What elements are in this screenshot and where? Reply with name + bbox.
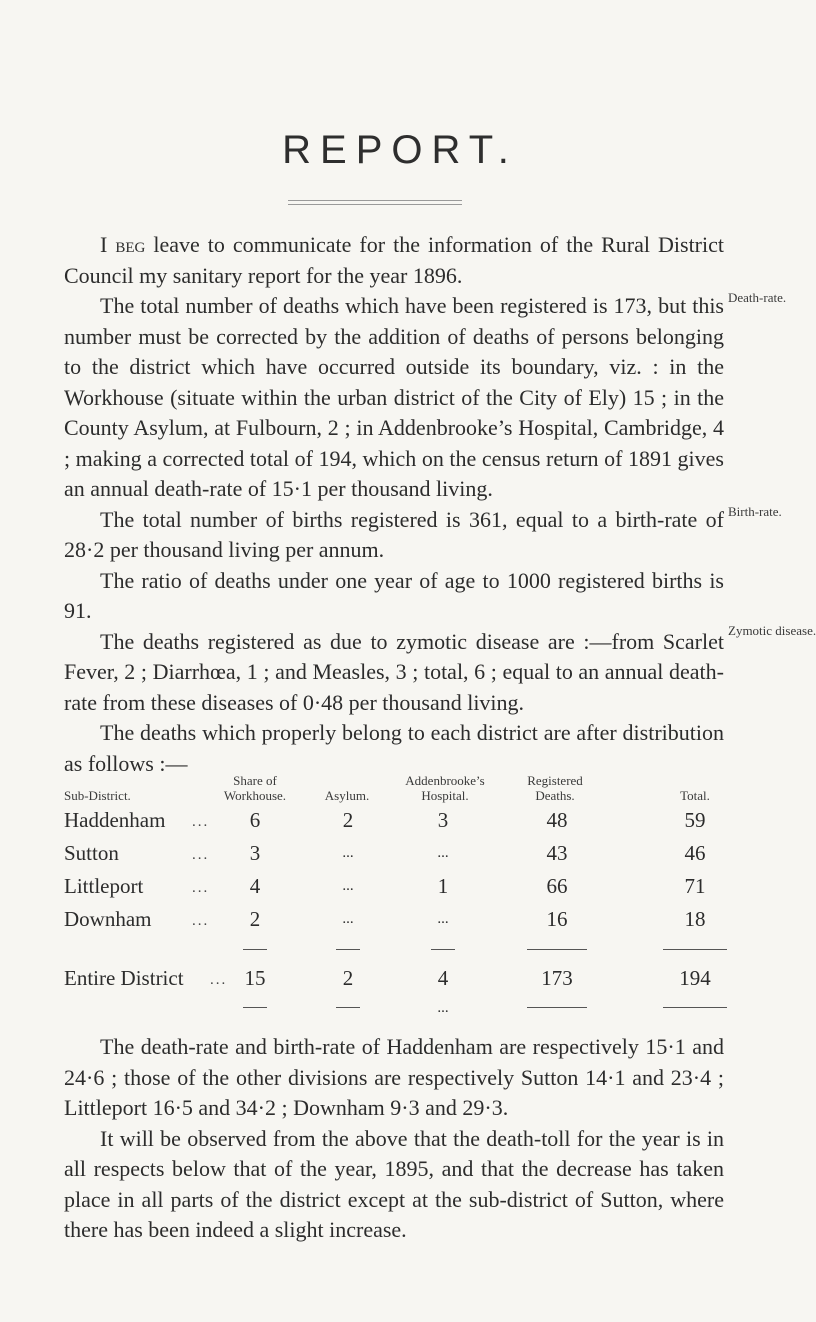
cell-grand-total: 194 (679, 966, 711, 990)
cell-workhouse: 6 (249, 808, 261, 832)
report-body-continued (64, 1032, 724, 1246)
header-total: Total. (680, 788, 710, 803)
total-rule (336, 1007, 360, 1008)
opening-words: I beg (100, 232, 146, 257)
margin-note-birth-rate: Birth-rate. (728, 504, 782, 519)
row-label-entire-district: Entire District (64, 966, 184, 990)
cell-hospital: ... (437, 911, 449, 927)
cell-total: 46 (684, 841, 706, 865)
paragraph-birth-rate: The total number of births registered is 361, equal to a birth-rate of 28·2 per thousand living per annum. (64, 506, 724, 562)
page-title: REPORT. (282, 128, 518, 172)
header-hospital: Addenbrooke’s Hospital. (405, 773, 485, 803)
row-label-downham: Downham (64, 907, 152, 931)
paragraph-zymotic: The deaths registered as due to zymotic disease are :—from Scarlet Fever, 2 ; Diarrhœa, 1 ; and Measles, 3 ; total, 6 ; equal to an annual death-rate from these diseases of 0·48 per thousand living. (64, 628, 724, 715)
margin-note-zymotic: Zymotic disease. (728, 623, 816, 638)
total-rule (527, 1007, 587, 1008)
paragraph-death-rate: The total number of deaths which have been registered is 173, but this number must be corrected by the addition of deaths of persons belonging to the district which have occurred outside its boundary, viz. : in the Workhouse (situate within the urban district of the City of Ely) 15 ; in the County Asylum, at Fulbourn, 2 ; in Addenbrooke’s Hospital, Cambridge, 4 ; making a corrected total of 194, which on the census return of 1891 gives an annual death-rate of 15·1 per thousand living. (64, 293, 724, 501)
paragraph-distribution: The deaths which properly belong to each district are after distribution as follows :— (64, 720, 724, 776)
cell-registered: 48 (546, 808, 568, 832)
cell-asylum: ... (342, 878, 354, 894)
row-leader: ... (192, 847, 210, 863)
cell-asylum: ... (342, 911, 354, 927)
sum-rule (527, 949, 587, 950)
title-rule-secondary (288, 204, 462, 205)
header-sub-district: Sub-District. (64, 788, 131, 803)
cell-total: 71 (684, 874, 706, 898)
row-leader: ... (192, 814, 210, 830)
row-label-littleport: Littleport (64, 874, 144, 898)
cell-hospital: ... (437, 845, 449, 861)
row-label-sutton: Sutton (64, 841, 119, 865)
sum-rule (243, 949, 267, 950)
row-leader: ... (192, 913, 210, 929)
header-workhouse: Share of Workhouse. (223, 773, 287, 803)
paragraph-sub-district-rates: The death-rate and birth-rate of Haddenham are respectively 15·1 and 24·6 ; those of the other divisions are respectively Sutton 14·1 and 23·4 ; Littleport 16·5 and 34·2 ; Downham 9·3 and 29·3. (64, 1034, 724, 1120)
total-rule (663, 1007, 727, 1008)
cell-registered-total: 173 (541, 966, 573, 990)
paragraph-conclusion: It will be observed from the above that the death-toll for the year is in all respects below that of the year, 1895, and that the decrease has taken place in all parts of the district except at the sub-district of Sutton, where there has been indeed a slight increase. (64, 1125, 724, 1242)
total-rule (243, 1007, 267, 1008)
sum-rule (431, 949, 455, 950)
sum-rule (336, 949, 360, 950)
row-leader: ... (192, 880, 210, 896)
cell-registered: 16 (546, 907, 568, 931)
cell-hospital: 3 (437, 808, 449, 832)
row-label-haddenham: Haddenham (64, 808, 166, 832)
cell-workhouse: 4 (249, 874, 261, 898)
margin-note-death-rate: Death-rate. (728, 290, 787, 305)
header-registered: Registered Deaths. (527, 773, 583, 803)
row-leader: ... (210, 972, 228, 988)
cell-workhouse: 3 (249, 841, 261, 865)
title-rule (288, 200, 462, 201)
cell-registered: 43 (546, 841, 568, 865)
cell-workhouse: 2 (249, 907, 261, 931)
cell-total: 59 (684, 808, 706, 832)
cell-asylum-total: 2 (342, 966, 354, 990)
cell-workhouse-total: 15 (244, 966, 266, 990)
cell-asylum: 2 (342, 808, 354, 832)
paragraph-intro: I beg leave to communicate for the information of the Rural District Council my sanitary report for the year 1896. (64, 232, 724, 288)
cell-hospital: 1 (437, 874, 449, 898)
total-dots: ... (437, 1000, 449, 1016)
report-body (64, 230, 724, 779)
cell-asylum: ... (342, 845, 354, 861)
paragraph-infant-mortality: The ratio of deaths under one year of age to 1000 registered births is 91. (64, 567, 724, 623)
header-asylum: Asylum. (324, 788, 370, 803)
cell-total: 18 (684, 907, 706, 931)
sum-rule (663, 949, 727, 950)
cell-registered: 66 (546, 874, 568, 898)
cell-hospital-total: 4 (437, 966, 449, 990)
